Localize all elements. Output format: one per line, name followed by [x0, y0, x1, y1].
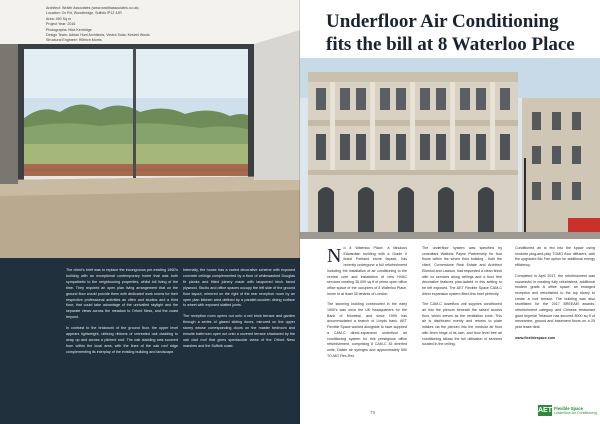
interior-photo	[0, 0, 300, 258]
paragraph: In contrast to the brickwork of the ground floor, the upper level appears lightweight, utilising ribbons of untreated oak cladding to wrap up and across a pitched roof. The oak cladding was sourced from within the local area, with the lines of the oak roof ridge complementing its interplay of the existing building and landscape.	[66, 326, 178, 354]
left-text-column-1	[66, 268, 178, 361]
paragraph: The stunning building constructed in the early 1900's was once the UK headquarters for the Bank of Montreal, and since 1995 has accommodated a branch of Lloyds bank. AET Flexible Space worked alongside to have supplied a CAM-C direct-expansion underfloor air conditioning system for this prestigious office refurbishment, comprising 8 CAM-C 35 diverted units, Daikin air syringes and approximately 500 TO-MO Flex-Rex	[327, 302, 407, 358]
credit-line: Location: Ox Rd, Woodbridge, Suffolk IP12 4JR	[46, 11, 122, 16]
paragraph: Conditioned air is fed into the space using modular plug-and-play TOMO floor diffusers, with the upgraded Bio Fan option for additional energy efficiency.	[515, 246, 595, 268]
article-column-2	[422, 246, 502, 353]
credit-line: Design Team: Adrian Hunt Architects, Vectra Solar, Kestrel Wools	[46, 33, 150, 38]
credit-line: Project Year: 2016	[46, 22, 76, 27]
credit-line: Area: 450 Sq m	[46, 16, 71, 21]
logo-mark: AET	[538, 407, 552, 414]
website-url: www.flexiblespace.com	[515, 335, 556, 340]
paragraph: The underfloor system was specified by consultant Watkins Payne Partnership for four floors within the seven floor building - both the client, Cornerstone Real Estate and Architect Ellwood and Lawson, had requested a clean finish with no services along ceilings and a floor free decorative features plan-lacked in this setting to be left exposed. The AET Flexible Space CAM-C direct expansion system fitted this brief perfectly.	[422, 246, 502, 296]
logo-name: Flexible Space	[554, 406, 584, 411]
credit-line: Structural Engineer: Hilbrich Morris	[46, 38, 102, 43]
headline-line-2: fits the bill at 8 Waterloo Place	[326, 34, 575, 55]
paragraph: Completed in April 2017, the refurbishment was successful in creating fully refurbished, additional modern grade A office space, an enlarged reception and refurbished to the top storey to create a roof terrace. The building was also shortlisted for the 2017 BREEAM awards, refurbishment category and Chinese restaurant giant Imperial Treasure has secured 8000 sq ft of mezzanine, ground and basement floors on a 25 year lease deal.	[515, 273, 595, 330]
right-page	[300, 0, 600, 424]
building-photo-illustration	[300, 58, 600, 239]
article-column-1	[327, 246, 407, 364]
drop-cap: N	[327, 245, 342, 267]
paragraph-text: o 8 Waterloo Place, a fabulous Edwardian building with a Grade II listed Portland stone façade, has recently undergone a full refurbishment including the installation of air conditioning to the central core and installation of new HVAC services creating 35,000 sq ft of prime open office office space of the occupiers of 8 Waterloo Place, home to at least 35 tenants of London.	[327, 246, 407, 296]
article-column-3	[515, 246, 595, 347]
project-credits	[46, 6, 176, 44]
building-photo	[300, 58, 600, 239]
paragraph: The reception room opens out onto a red brick terrace and garden through a series of glazed sliding doors, mirrored on the upper storey whose corresponding doors on the master bedroom and ensuite bathroom open out onto a covered terrace shadowed by the oak clad roof that gives spectacular views of the Orford Ness marshes and the Suffolk coast.	[183, 314, 295, 348]
paragraph: Internally, the house has a varied decorative scheme with exposed concrete ceilings complemented by a floor of whitewashed Douglas fir planks and fitted joinery made with lacquered birch faced plywood. Studio and office spaces occupy the left side of the ground floor layout, mirrored on the right of the rear reception room by an open plan kitchen area defined by a parallel-wooden dining surface to wheel with exposed slatted joints.	[183, 268, 295, 308]
page-number: 73	[370, 410, 376, 415]
article-headline	[326, 10, 596, 56]
paragraph	[327, 246, 407, 297]
paragraph: The client's brief was to replace the incongruous pre-existing 1960's building with an exceptional contemporary home that was both sympathetic to the neighbouring properties, whilst full living of the time. They required an open plan living arrangement that on the ground floor would provide them with dedicated work rooms for their respective professional activities as often and studios and a third floor, that could take advantage of the unrivalled skylight and the separate views across the meadow to Orford Ness, and the coast beyond.	[66, 268, 178, 320]
credit-line: Architect: Wraith Associates (www.wraithassociates.co.uk)	[46, 6, 139, 10]
aet-flexible-space-logo	[538, 404, 597, 418]
paragraph: The CAM-C downflow unit supplies conditioned air into the plenum beneath the raised access floor, which serves as the ventilation zone. This air is distributed evenly and returns to plate intakes via the plenum into the modular air floor with 8mm hinge of its own, and floor level free air conditioning allows the full utilisation of services located in the ceiling.	[422, 302, 502, 347]
logo-subtitle: Underfloor Air Conditioning	[554, 411, 597, 415]
left-text-column-2	[183, 268, 295, 355]
headline-line-1: Underfloor Air Conditioning	[326, 11, 559, 32]
credit-line: Photographs: Nick Kentridge	[46, 27, 92, 32]
